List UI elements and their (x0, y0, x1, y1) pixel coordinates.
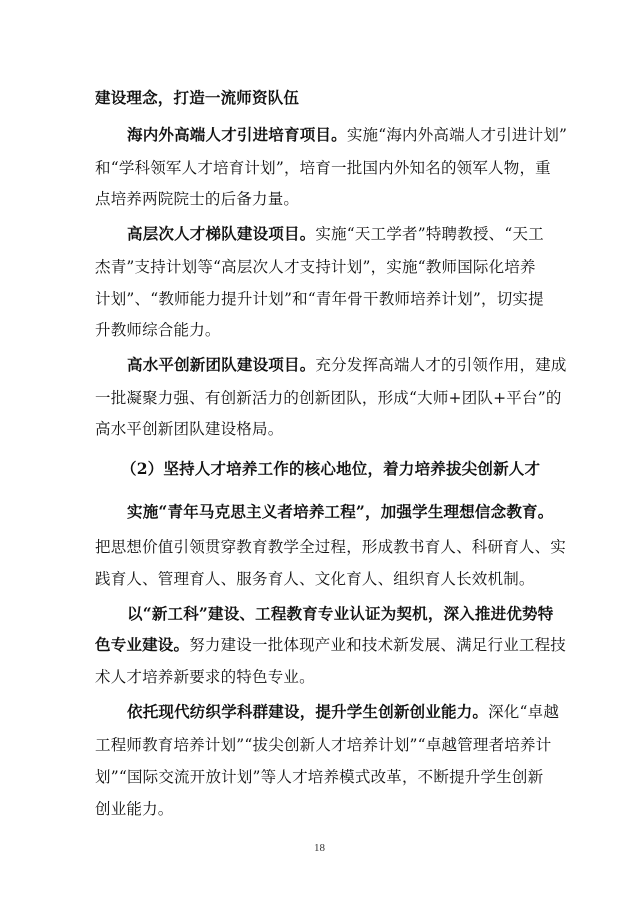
paragraph-2-line-3: 计划”、“教师能力提升计划”和“青年骨干教师培养计划”，切实提 (95, 290, 544, 308)
paragraph-1-text: 实施“海内外高端人才引进计划” (346, 126, 568, 144)
paragraph-3-lead: 高水平创新团队建设项目。 (127, 355, 316, 374)
paragraph-6-line-4: 创业能力。 (95, 800, 174, 818)
paragraph-6-line-2: 工程师教育培养计划”“拔尖创新人才培养计划”“卓越管理者培养计 (95, 736, 552, 754)
paragraph-5-text: 努力建设一批体现产业和技术新发展、满足行业工程技 (189, 636, 567, 654)
paragraph-5-line-2 (95, 633, 567, 657)
paragraph-6-text: 深化“卓越 (488, 703, 560, 721)
paragraph-6-lead: 依托现代纺织学科群建设，提升学生创新创业能力。 (127, 702, 489, 721)
paragraph-3-text: 充分发挥高端人才的引领作用，建成 (315, 356, 567, 374)
paragraph-2-lead: 高层次人才梯队建设项目。 (127, 224, 316, 243)
paragraph-1-line-3: 点培养两院院士的后备力量。 (95, 190, 300, 208)
paragraph-1-lead: 海内外高端人才引进培育项目。 (127, 125, 347, 144)
paragraph-4-lead: 实施“青年马克思主义者培养工程”，加强学生理想信念教育。 (127, 502, 554, 521)
paragraph-2-line-4: 升教师综合能力。 (95, 321, 221, 339)
paragraph-4-line-2: 把思想价值引领贯穿教育教学全过程，形成教书育人、科研育人、实 (95, 538, 567, 556)
paragraph-5-line-3: 术人才培养新要求的特色专业。 (95, 668, 315, 686)
page-number: 18 (314, 842, 325, 854)
paragraph-5-lead-line-1: 以“新工科”建设、工程教育专业认证为契机，深入推进优势特 (127, 604, 554, 623)
paragraph-2-line-1 (127, 222, 555, 246)
paragraph-6-line-1 (127, 700, 560, 724)
paragraph-2-line-2: 杰青”支持计划等“高层次人才支持计划”，实施“教师国际化培养 (95, 258, 536, 276)
section-2-heading: （2）坚持人才培养工作的核心地位，着力培养拔尖创新人才 (121, 459, 541, 478)
paragraph-1-line-2: 和“学科领军人才培育计划”，培育一批国内外知名的领军人物，重 (95, 159, 551, 177)
paragraph-3-line-1 (127, 353, 567, 377)
paragraph-2-text: 实施“天工学者”特聘教授、“天工 (315, 225, 544, 243)
paragraph-4-line-3: 践育人、管理育人、服务育人、文化育人、组织育人长效机制。 (95, 570, 535, 588)
paragraph-3-line-3: 高水平创新团队建设格局。 (95, 420, 284, 438)
section-heading: 建设理念，打造一流师资队伍 (95, 88, 300, 107)
paragraph-6-line-3: 划”“国际交流开放计划”等人才培养模式改革，不断提升学生创新 (95, 768, 544, 786)
paragraph-5-lead-line-2: 色专业建设。 (95, 635, 190, 654)
paragraph-3-line-2: 一批凝聚力强、有创新活力的创新团队，形成“大师+团队+平台”的 (95, 389, 562, 407)
paragraph-1-line-1 (127, 123, 568, 147)
